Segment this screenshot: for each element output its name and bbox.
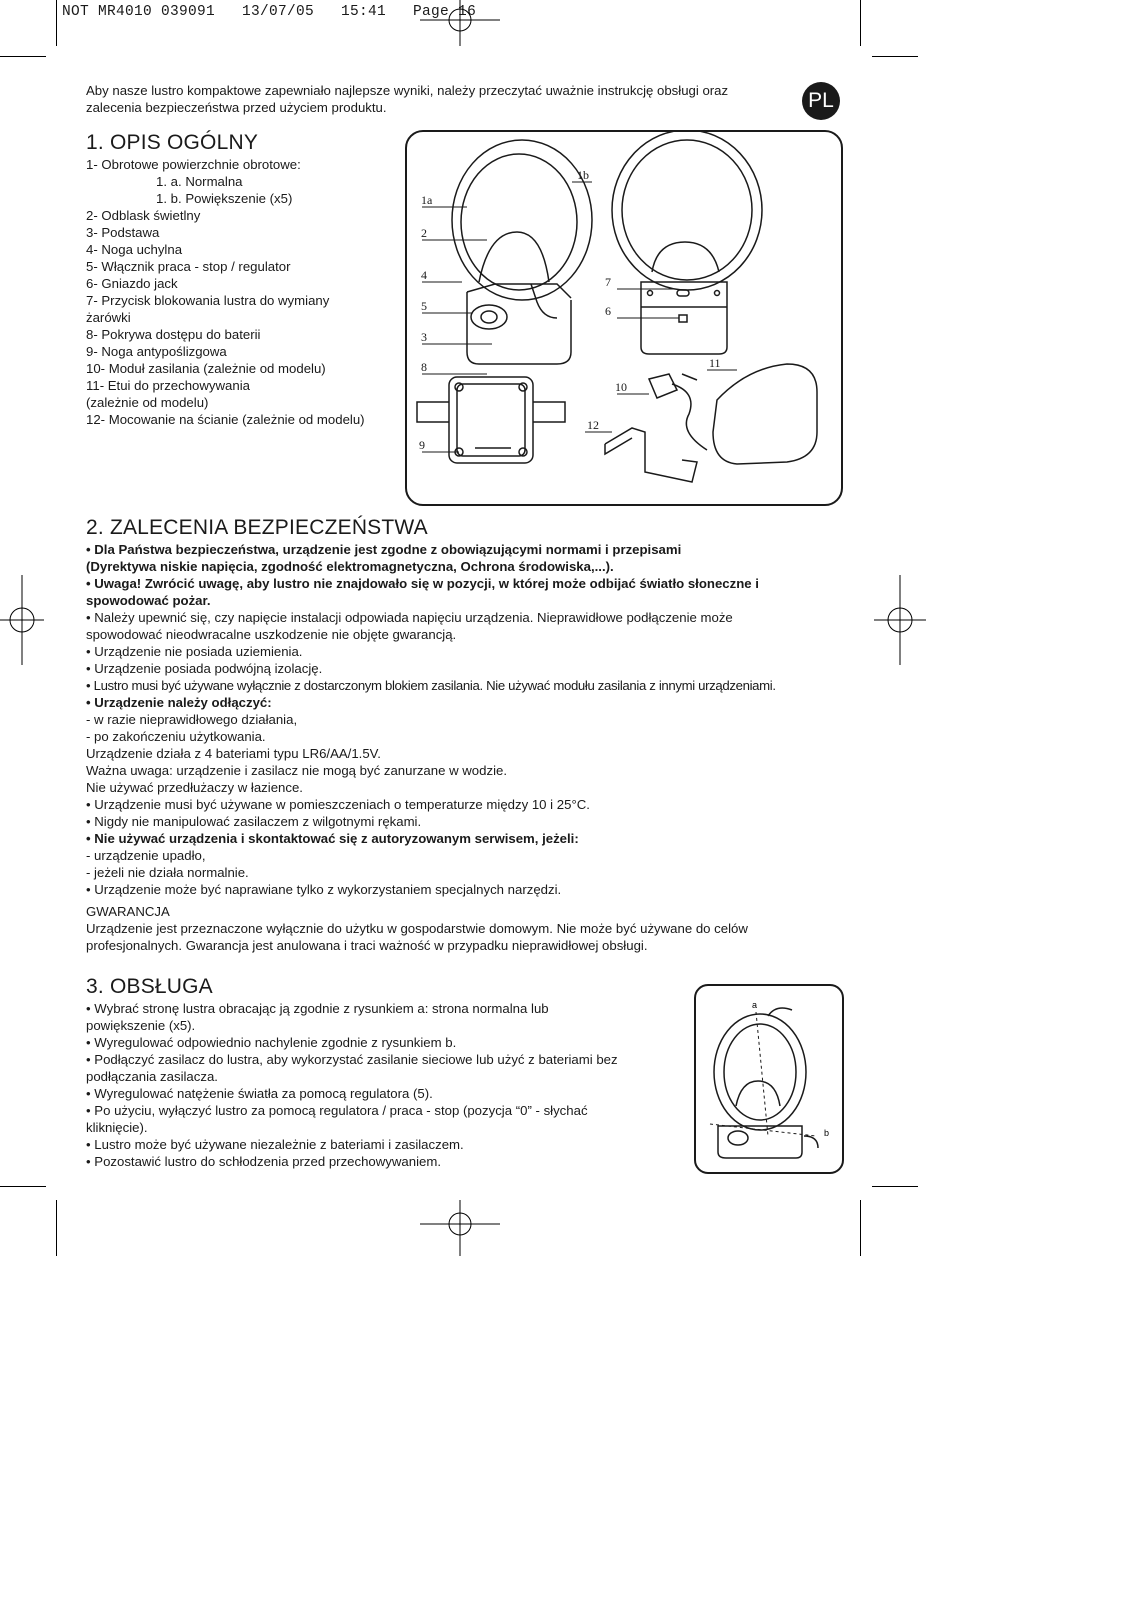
safety-text [86, 541, 846, 954]
safety-line: • Nigdy nie manipulować zasilaczem z wilgotnymi rękami. [86, 814, 422, 829]
usage-line: • Wyregulować odpowiednio nachylenie zgodnie z rysunkiem b. [86, 1035, 457, 1050]
parts-list [86, 156, 386, 428]
safety-line: • Urządzenie musi być używane w pomieszczeniach o temperaturze między 10 i 25°C. [86, 797, 590, 812]
crop-mark [56, 0, 57, 46]
parts-list-item: 1- Obrotowe powierzchnie obrotowe: [86, 157, 301, 172]
crop-mark [860, 1200, 861, 1256]
safety-line: Nie używać przedłużaczy w łazience. [86, 780, 303, 795]
label-8: 8 [421, 360, 427, 374]
usage-line: • Pozostawić lustro do schłodzenia przed przechowywaniem. [86, 1154, 441, 1169]
warranty-title: GWARANCJA [86, 904, 170, 919]
label-10: 10 [615, 380, 627, 394]
parts-list-item: 1. b. Powiększenie (x5) [156, 191, 293, 206]
safety-line: Urządzenie działa z 4 bateriami typu LR6/AA/1.5V. [86, 746, 381, 761]
label-5: 5 [421, 299, 427, 313]
safety-line: • Dla Państwa bezpieczeństwa, urządzenie jest zgodne z obowiązującymi normami i przepisami [86, 542, 682, 557]
crop-mark [0, 56, 46, 57]
section1-title: 1. OPIS OGÓLNY [86, 131, 259, 154]
parts-list-item: 6- Gniazdo jack [86, 276, 178, 291]
safety-line: - po zakończeniu użytkowania. [86, 729, 266, 744]
parts-list-item: 8- Pokrywa dostępu do baterii [86, 327, 261, 342]
parts-list-item: 12- Mocowanie na ścianie (zależnie od modelu) [86, 412, 365, 427]
usage-figure [694, 984, 844, 1174]
label-3: 3 [421, 330, 427, 344]
registration-mark-bottom [420, 1200, 500, 1256]
crop-mark [56, 1200, 57, 1256]
parts-list-item: 9- Noga antypoślizgowa [86, 344, 227, 359]
safety-line: - w razie nieprawidłowego działania, [86, 712, 298, 727]
safety-line: - jeżeli nie działa normalnie. [86, 865, 249, 880]
safety-line: • Urządzenie nie posiada uziemienia. [86, 644, 303, 659]
parts-figure [405, 130, 843, 506]
usage-line: • Podłączyć zasilacz do lustra, aby wykorzystać zasilanie sieciowe lub użyć z bateriami bez [86, 1052, 618, 1067]
label-9: 9 [419, 438, 425, 452]
parts-list-item: 2- Odblask świetlny [86, 208, 201, 223]
safety-line: • Urządzenie posiada podwójną izolację. [86, 661, 323, 676]
parts-list-item: 11- Etui do przechowywania [86, 378, 250, 393]
print-header: NOT MR4010 039091 13/07/05 15:41 Page 16 [62, 4, 477, 20]
safety-line: spowodować pożar. [86, 593, 211, 608]
label-1b: 1b [577, 168, 589, 182]
parts-list-item: żarówki [86, 310, 131, 325]
parts-list-item: (zależnie od modelu) [86, 395, 209, 410]
label-11: 11 [709, 356, 721, 370]
usage-line: • Wyregulować natężenie światła za pomocą regulatora (5). [86, 1086, 433, 1101]
safety-line: - urządzenie upadło, [86, 848, 206, 863]
label-2: 2 [421, 226, 427, 240]
section3-title: 3. OBSŁUGA [86, 975, 213, 998]
safety-line: • Urządzenie należy odłączyć: [86, 695, 272, 710]
parts-list-item: 5- Włącznik praca - stop / regulator [86, 259, 291, 274]
crop-mark [0, 1186, 46, 1187]
crop-mark [860, 0, 861, 46]
usage-line: kliknięcie). [86, 1120, 148, 1135]
parts-list-item: 4- Noga uchylna [86, 242, 183, 257]
crop-mark [872, 56, 918, 57]
safety-line: • Nie używać urządzenia i skontaktować się z autoryzowanym serwisem, jeżeli: [86, 831, 579, 846]
label-1a: 1a [421, 193, 433, 207]
safety-line: spowodować nieodwracalne uszkodzenie nie objęte gwarancją. [86, 627, 457, 642]
usage-line: • Po użyciu, wyłączyć lustro za pomocą regulatora / praca - stop (pozycja “0” - słychać [86, 1103, 588, 1118]
parts-list-item: 7- Przycisk blokowania lustra do wymiany [86, 293, 330, 308]
usage-line: podłączania zasilacza. [86, 1069, 218, 1084]
parts-list-item: 1. a. Normalna [156, 174, 243, 189]
usage-line: • Wybrać stronę lustra obracając ją zgodnie z rysunkiem a: strona normalna lub [86, 1001, 549, 1016]
language-badge: PL [802, 82, 840, 120]
label-b: b [824, 1128, 830, 1138]
registration-mark-left [0, 575, 48, 665]
safety-line: • Uwaga! Zwrócić uwagę, aby lustro nie znajdowało się w pozycji, w której może odbijać światło słoneczne i [86, 576, 759, 591]
usage-line: • Lustro może być używane niezależnie z bateriami i zasilaczem. [86, 1137, 464, 1152]
section2-title: 2. ZALECENIA BEZPIECZEŃSTWA [86, 516, 428, 539]
safety-line: • Lustro musi być używane wyłącznie z dostarczonym blokiem zasilania. Nie używać modułu zasilania z innymi urządzeniami. [86, 678, 776, 693]
safety-line: • Należy upewnić się, czy napięcie instalacji odpowiada napięciu urządzenia. Nieprawidłowe podłączenie może [86, 610, 733, 625]
parts-illustration [407, 132, 841, 504]
safety-line: (Dyrektywa niskie napięcia, zgodność elektromagnetyczna, Ochrona środowiska,...). [86, 559, 614, 574]
registration-mark-top [420, 0, 500, 48]
intro-paragraph: Aby nasze lustro kompaktowe zapewniało najlepsze wyniki, należy przeczytać uważnie instrukcję obsługi oraz zalecenia bezpieczeństwa przed użyciem produktu. [86, 83, 729, 115]
safety-line: Ważna uwaga: urządzenie i zasilacz nie mogą być zanurzane w wodzie. [86, 763, 507, 778]
warranty-line: Urządzenie jest przeznaczone wyłącznie do użytku w gospodarstwie domowym. Nie może być używane do celów [86, 921, 748, 936]
label-12: 12 [587, 418, 599, 432]
usage-line: powiększenie (x5). [86, 1018, 196, 1033]
label-4: 4 [421, 268, 427, 282]
safety-line: • Urządzenie może być naprawiane tylko z wykorzystaniem specjalnych narzędzi. [86, 882, 562, 897]
parts-list-item: 3- Podstawa [86, 225, 160, 240]
usage-text [86, 1000, 686, 1170]
warranty-line: profesjonalnych. Gwarancja jest anulowana i traci ważność w przypadku nieprawidłowej obsługi. [86, 938, 648, 953]
crop-mark [872, 1186, 918, 1187]
label-a: a [752, 1000, 758, 1010]
registration-mark-right [870, 575, 926, 665]
label-6: 6 [605, 304, 611, 318]
parts-list-item: 10- Moduł zasilania (zależnie od modelu) [86, 361, 326, 376]
label-7: 7 [605, 275, 611, 289]
usage-illustration [696, 986, 842, 1172]
